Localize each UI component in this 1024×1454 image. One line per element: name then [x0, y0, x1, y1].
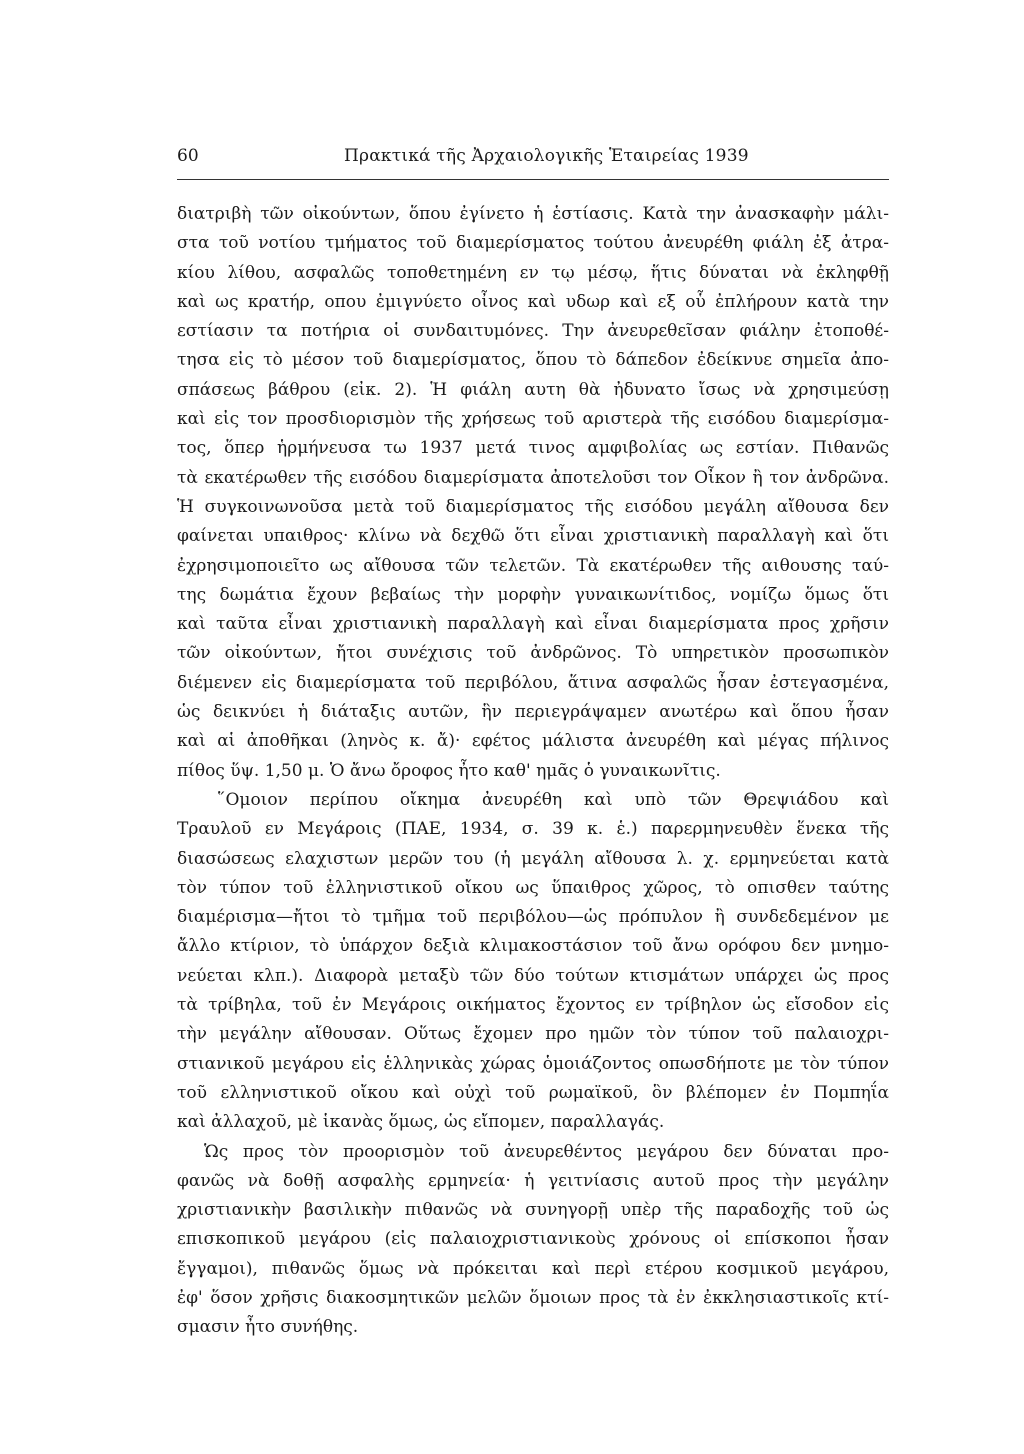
text-line: τοῦ ελληνιστικοῦ οἴκου καὶ οὐχὶ τοῦ ρωμαϊκοῦ, ὃν βλέπομεν ἐν Πομπηΐα	[177, 1082, 889, 1103]
text-line: ἐχρησιμοποιεῖτο ως αἴθουσα τῶν τελετῶν. Τὰ εκατέρωθεν τῆς αιθουσης ταύ-	[177, 555, 889, 576]
text-line: φαίνεται υπαιθρος· κλίνω νὰ δεχθῶ ὅτι εἶναι χριστιανικὴ παραλλαγὴ καὶ ὅτι	[177, 526, 889, 547]
text-line: Ἡ συγκοινωνοῦσα μετὰ τοῦ διαμερίσματος τῆς εισόδου μεγάλη αἴθουσα δεν	[177, 496, 889, 517]
text-line: διέμενεν εἰς διαμερίσματα τοῦ περιβόλου, ἅτινα ασφαλῶς ἦσαν ἐστεγασμένα,	[177, 672, 889, 693]
text-line: τὰ εκατέρωθεν τῆς εισόδου διαμερίσματα ἀποτελοῦσι τον Οἶκον ἢ τον ἀνδρῶνα.	[177, 467, 889, 488]
text-line: φανῶς νὰ δοθῇ ασφαλὴς ερμηνεία· ἡ γειτνίασις αυτοῦ προς τὴν μεγάλην	[177, 1170, 889, 1191]
text-line: ἔγγαμοι), πιθανῶς ὅμως νὰ πρόκειται καὶ περὶ ετέρου κοσμικοῦ μεγάρου,	[177, 1258, 889, 1279]
page-number: 60	[177, 146, 199, 166]
text-line: καὶ ταῦτα εἶναι χριστιανικὴ παραλλαγὴ καὶ εἶναι διαμερίσματα προς χρῆσιν	[177, 614, 889, 635]
text-line: ὡς δεικνύει ἡ διάταξις αυτῶν, ἣν περιεγράψαμεν ανωτέρω καὶ ὅπου ἦσαν	[177, 702, 889, 723]
text-line: στα τοῦ νοτίου τμήματος τοῦ διαμερίσματος τούτου ἀνευρέθη φιάλη ἐξ ἀτρα-	[177, 233, 889, 254]
text-line: καὶ εἰς τον προσδιορισμὸν τῆς χρήσεως τοῦ αριστερὰ τῆς εισόδου διαμερίσμα-	[177, 409, 889, 430]
text-line: Τραυλοῦ εν Μεγάροις (ΠΑΕ, 1934, σ. 39 κ. ἑ.) παρερμηνευθὲν ἕνεκα τῆς	[177, 819, 889, 840]
text-line: τησα εἰς τὸ μέσον τοῦ διαμερίσματος, ὅπου τὸ δάπεδον ἐδείκνυε σημεῖα ἀπο-	[177, 350, 889, 371]
text-line: νεύεται κλπ.). Διαφορὰ μεταξὺ τῶν δύο τούτων κτισμάτων υπάρχει ὡς προς	[177, 965, 889, 986]
text-line: διαμέρισμα—ἤτοι τὸ τμῆμα τοῦ περιβόλου—ὡς πρόπυλον ἢ συνδεδεμένον με	[177, 907, 889, 928]
text-line: τος, ὅπερ ἡρμήνευσα τω 1937 μετά τινος αμφιβολίας ως εστίαν. Πιθανῶς	[177, 438, 889, 459]
text-line: Ὡς προς τὸν προορισμὸν τοῦ ἀνευρεθέντος μεγάρου δεν δύναται προ-	[204, 1141, 889, 1162]
text-line: ἐφ' ὅσον χρῆσις διακοσμητικῶν μελῶν ὅμοιων προς τὰ ἐν ἐκκλησιαστικοῖς κτί-	[177, 1287, 889, 1308]
text-line: της δωμάτια ἔχουν βεβαίως τὴν μορφὴν γυναικωνίτιδος, νομίζω ὅμως ὅτι	[177, 584, 889, 605]
text-line: χριστιανικὴν βασιλικὴν πιθανῶς νὰ συνηγορῇ υπὲρ τῆς παραδοχῆς τοῦ ὡς	[177, 1200, 889, 1221]
running-head: Πρακτικά τῆς Ἀρχαιολογικῆς Ἑταιρείας 1939	[344, 146, 749, 166]
text-line: επισκοπικοῦ μεγάρου (εἰς παλαιοχριστιανικοὺς χρόνους οἱ επίσκοποι ἦσαν	[177, 1229, 889, 1250]
text-line: σμασιν ἦτο συνήθης.	[177, 1317, 359, 1338]
text-line: τὸν τύπον τοῦ ἑλληνιστικοῦ οἴκου ως ὕπαιθρος χῶρος, τὸ οπισθεν ταύτης	[177, 877, 889, 898]
text-line: ἄλλο κτίριον, τὸ ὑπάρχον δεξιὰ κλιμακοστάσιον τοῦ ἄνω ορόφου δεν μνημο-	[177, 936, 889, 957]
text-line: διατριβὴ τῶν οἰκούντων, ὅπου ἐγίνετο ἡ ἑστίασις. Κατὰ την ἀνασκαφὴν μάλι-	[177, 204, 889, 224]
text-line: καὶ ἀλλαχοῦ, μὲ ἱκανὰς ὅμως, ὡς εἴπομεν, παραλλαγάς.	[177, 1112, 665, 1133]
text-line: στιανικοῦ μεγάρου εἰς ἑλληνικὰς χώρας ὁμοιάζοντος οπωσδήποτε με τὸν τύπον	[177, 1053, 889, 1074]
text-line: τὰ τρίβηλα, τοῦ ἐν Μεγάροις οικήματος ἔχοντος εν τρίβηλον ὡς εἴσοδον εἰς	[177, 995, 889, 1016]
text-line: τὴν μεγάλην αἴθουσαν. Οὕτως ἔχομεν προ ημῶν τὸν τύπον τοῦ παλαιοχρι-	[177, 1024, 889, 1045]
text-line: πίθος ὕψ. 1,50 μ. Ὁ ἄνω ὄροφος ἦτο καθ' ημᾶς ὁ γυναικωνῖτις.	[177, 760, 721, 781]
page-header	[177, 146, 889, 170]
text-line: κίου λίθου, ασφαλῶς τοποθετημένη εν τῳ μέσῳ, ἥτις δύναται νὰ ἐκληφθῇ	[177, 262, 889, 283]
text-line: ῞Ομοιον περίπου οἴκημα ἀνευρέθη καὶ υπὸ τῶν Θρεψιάδου καὶ	[217, 789, 889, 810]
text-line: εστίασιν τα ποτήρια οἱ συνδαιτυμόνες. Την ἀνευρεθεῖσαν φιάλην ἐτοποθέ-	[177, 321, 889, 342]
text-line: διασώσεως ελαχιστων μερῶν του (ἡ μεγάλη αἴθουσα λ. χ. ερμηνεύεται κατὰ	[177, 848, 889, 869]
text-line: τῶν οἰκούντων, ἤτοι συνέχισις τοῦ ἀνδρῶνος. Τὸ υπηρετικὸν προσωπικὸν	[177, 643, 889, 664]
text-line: καὶ ως κρατήρ, οπου ἐμιγνύετο οἶνος καὶ υδωρ καὶ εξ οὗ ἐπλήρουν κατὰ την	[177, 291, 889, 312]
header-rule	[177, 179, 889, 180]
text-line: σπάσεως βάθρου (εἰκ. 2). Ἡ φιάλη αυτη θὰ ἠδυνατο ἴσως νὰ χρησιμεύσῃ	[177, 379, 889, 400]
body-text	[177, 200, 889, 1343]
text-line: καὶ αἱ ἀποθῆκαι (ληνὸς κ. ἄ)· εφέτος μάλιστα ἀνευρέθη καὶ μέγας πήλινος	[177, 731, 889, 752]
